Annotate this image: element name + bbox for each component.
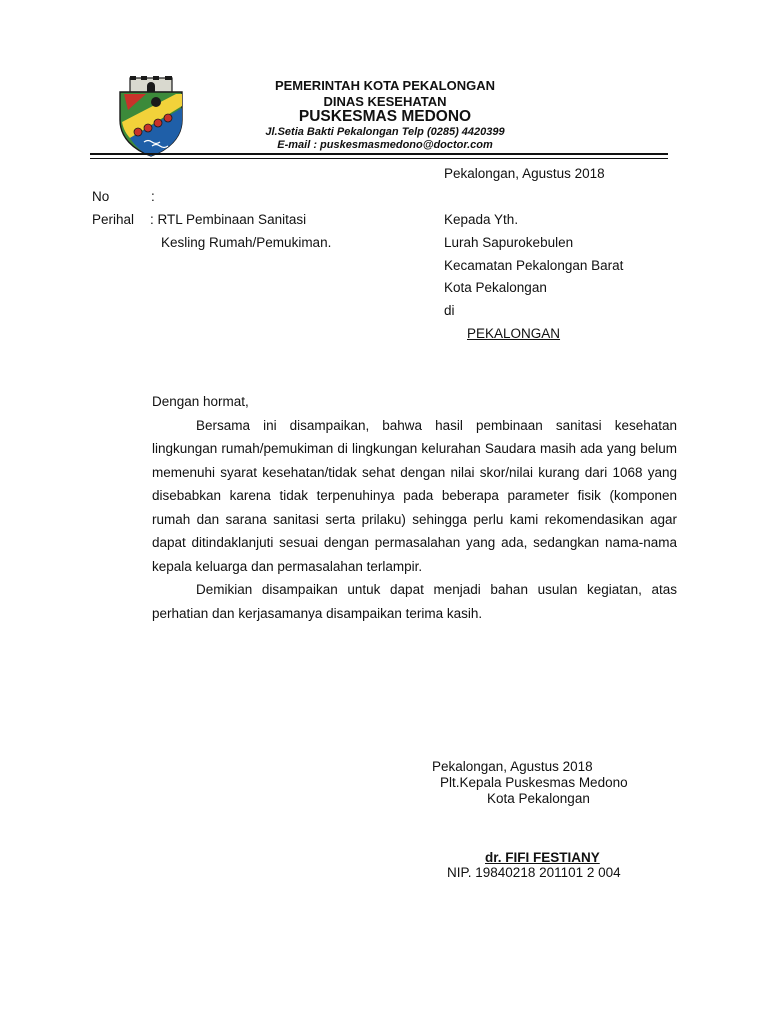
recipient-line-2: Lurah Sapurokebulen — [444, 235, 574, 250]
recipient-city: PEKALONGAN — [467, 326, 561, 341]
signature-position: Plt.Kepala Puskesmas Medono — [440, 775, 628, 790]
body-paragraph-1: Bersama ini disampaikan, bahwa hasil pembinaan sanitasi kesehatan lingkungan rumah/pemukiman di lingkungan kelurahan Saudara masih ada yang belum memenuhi syarat kesehatan/tidak sehat dengan nilai skor/nilai kurang dari 1068 yang disebabkan karena tidak terpenuhinya pada beberapa parameter fisik (komponen rumah dan sarana sanitasi serta prilaku) sehingga perlu kami rekomendasikan agar dapat ditindaklanjuti sesuai dengan permasalahan yang ada, sedangkan nama-nama kepala keluarga dan permasalahan terlampir. — [152, 417, 677, 574]
letter-date: Pekalongan, Agustus 2018 — [444, 166, 605, 181]
letter-body — [152, 390, 677, 625]
letterhead-address: Jl.Setia Bakti Pekalongan Telp (0285) 4420399 — [265, 126, 505, 138]
perihal-line-1: : RTL Pembinaan Sanitasi — [150, 212, 307, 227]
letterhead-divider-thin — [90, 158, 668, 159]
letterhead-email: E-mail : puskesmasmedono@doctor.com — [277, 139, 493, 151]
body-paragraph-2: Demikian disampaikan untuk dapat menjadi bahan usulan kegiatan, atas perhatian dan kerjasamanya disampaikan terima kasih. — [152, 582, 677, 621]
letterhead-divider-thick — [90, 153, 668, 155]
perihal-line-2: Kesling Rumah/Pemukiman. — [161, 235, 332, 250]
salutation: Dengan hormat, — [152, 394, 249, 409]
recipient-line-1: Kepada Yth. — [444, 212, 519, 227]
recipient-line-4: Kota Pekalongan — [444, 280, 547, 295]
letterhead-institution: PUSKESMAS MEDONO — [298, 108, 472, 125]
no-label: No — [92, 189, 110, 204]
signature-city: Kota Pekalongan — [487, 791, 590, 806]
letterhead-government: PEMERINTAH KOTA PEKALONGAN — [274, 78, 496, 93]
recipient-line-5: di — [444, 303, 455, 318]
recipient-line-3: Kecamatan Pekalongan Barat — [444, 258, 624, 273]
city-emblem-logo — [116, 76, 186, 158]
signatory-name: dr. FIFI FESTIANY — [485, 850, 600, 865]
letterhead-department: DINAS KESEHATAN — [323, 94, 447, 109]
signature-date: Pekalongan, Agustus 2018 — [432, 759, 593, 774]
no-value: : — [151, 189, 155, 204]
perihal-label: Perihal — [92, 212, 135, 227]
signatory-nip: NIP. 19840218 201101 2 004 — [447, 865, 621, 880]
